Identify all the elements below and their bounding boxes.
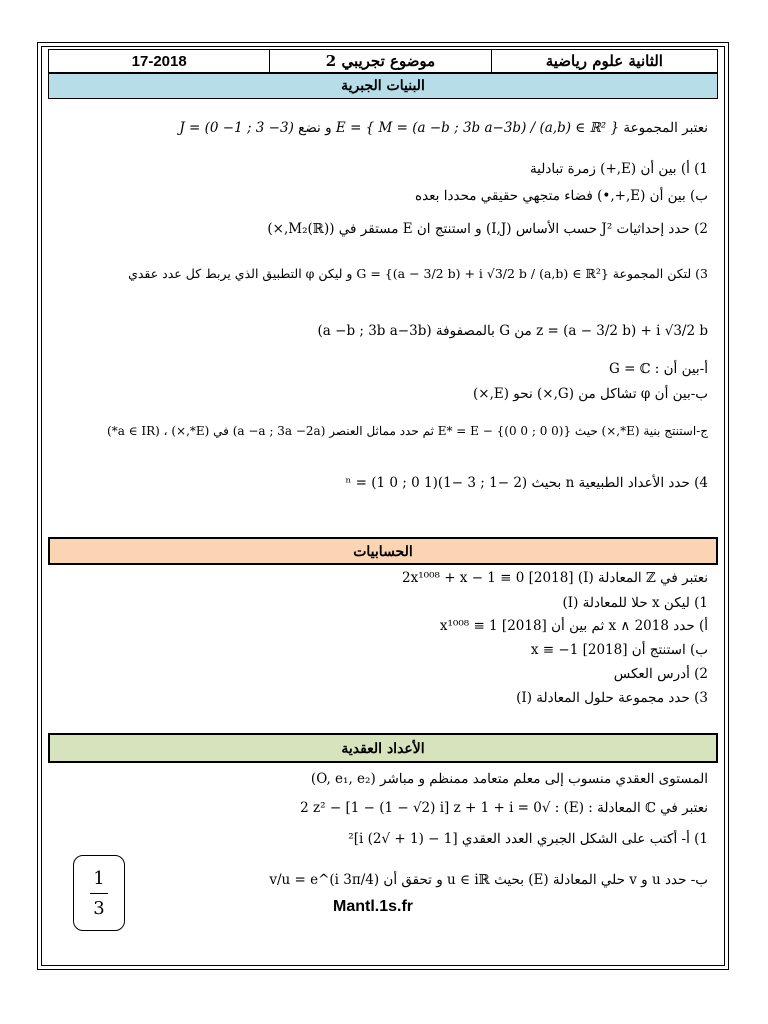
- section-title-arithmetic: الحسابيات: [48, 537, 718, 565]
- header-table: [48, 49, 718, 73]
- line-c3: 1) أ- أكتب على الشكل الجبري العدد العقدي [1 − (1 + √2) i]²: [348, 831, 708, 847]
- line-b3: أ) حدد x ∧ 2018 ثم بين أن x¹⁰⁰⁸ ≡ 1 [2018]: [439, 618, 708, 634]
- page-number: 1: [93, 867, 105, 889]
- line-a10: 4) حدد الأعداد الطبيعية n بحيث (2 −1 ; 3 −1)ⁿ = (1 0 ; 0 1): [345, 475, 708, 491]
- line-c2: نعتبر في ℂ المعادلة : (E) : √2 z² − [1 − (1 − √2) i] z + 1 + i = 0: [300, 800, 708, 816]
- line-b6: 3) حدد مجموعة حلول المعادلة (I): [516, 690, 708, 706]
- line-b2: 1) ليكن x حلا للمعادلة (I): [562, 595, 708, 611]
- line-c4: ب- حدد u و v حلي المعادلة (E) بحيث u ∈ iℝ و تحقق أن v/u = e^(i 3π/4): [269, 872, 708, 888]
- line-a8: ب-بين أن φ تشاكل من (G,×) نحو (E,×): [472, 386, 708, 402]
- line-a5: 3) لتكن المجموعة G = {(a − 3/2 b) + i √3/2 b / (a,b) ∈ ℝ²} و ليكن φ التطبيق الذي يربط كل عدد عقدي: [128, 266, 708, 281]
- line-b1: نعتبر في ℤ المعادلة (I) 2x¹⁰⁰⁸ + x − 1 ≡ 0 [2018]: [402, 570, 708, 586]
- math-matrix-j: J = (0 −1 ; 3 −3): [179, 120, 294, 136]
- math-set-e: E = { M = (a −b ; 3b a−3b) / (a,b) ∈ ℝ² }: [335, 120, 620, 136]
- section-title-complex-numbers: الأعداد العقدية: [48, 733, 718, 763]
- site-watermark: Mantl.1s.fr: [333, 898, 414, 915]
- header-year: 17-2018: [49, 50, 270, 72]
- line-a7: أ-بين أن : G = ℂ: [609, 361, 708, 377]
- line-b4: ب) استنتج أن x ≡ −1 [2018]: [530, 642, 708, 658]
- text-a1b: و نضع: [298, 120, 332, 136]
- page-number-box: [73, 855, 125, 931]
- fraction-bar: [90, 893, 108, 894]
- header-title: موضوع تجريبي 2: [270, 50, 491, 72]
- line-a2: 1) أ) بين أن (E,+) زمرة تبادلية: [529, 161, 708, 177]
- line-a3: ب) بين أن (E,+,•) فضاء متجهي حقيقي محددا بعده: [415, 188, 708, 204]
- line-a9: ج-استنتج بنية (E*,×) حيث E* = E − {(0 0 ; 0 0)} ثم حدد مماثل العنصر (a −a ; 3a −2a) في (E*,×) ، (a ∈ IR*): [107, 424, 708, 438]
- section-title-algebraic-structures: البنيات الجبرية: [48, 73, 718, 99]
- line-b5: 2) أدرس العكس: [613, 666, 708, 682]
- header-level: الثانية علوم رياضية: [545, 52, 663, 70]
- line-a6: z = (a − 3/2 b) + i √3/2 b من G بالمصفوفة (a −b ; 3b a−3b): [317, 323, 708, 339]
- line-c1: المستوى العقدي منسوب إلى معلم متعامد ممنظم و مباشر (O, e₁, e₂): [310, 771, 708, 787]
- line-a1: [179, 119, 708, 137]
- page-total: 3: [93, 897, 105, 919]
- page-border-inner: [41, 46, 725, 966]
- text-a1: نعتبر المجموعة: [623, 120, 708, 136]
- line-a4: 2) حدد إحداثيات J² حسب الأساس (I,J) و استنتج ان E مستقر في (M₂(ℝ),×): [267, 221, 708, 237]
